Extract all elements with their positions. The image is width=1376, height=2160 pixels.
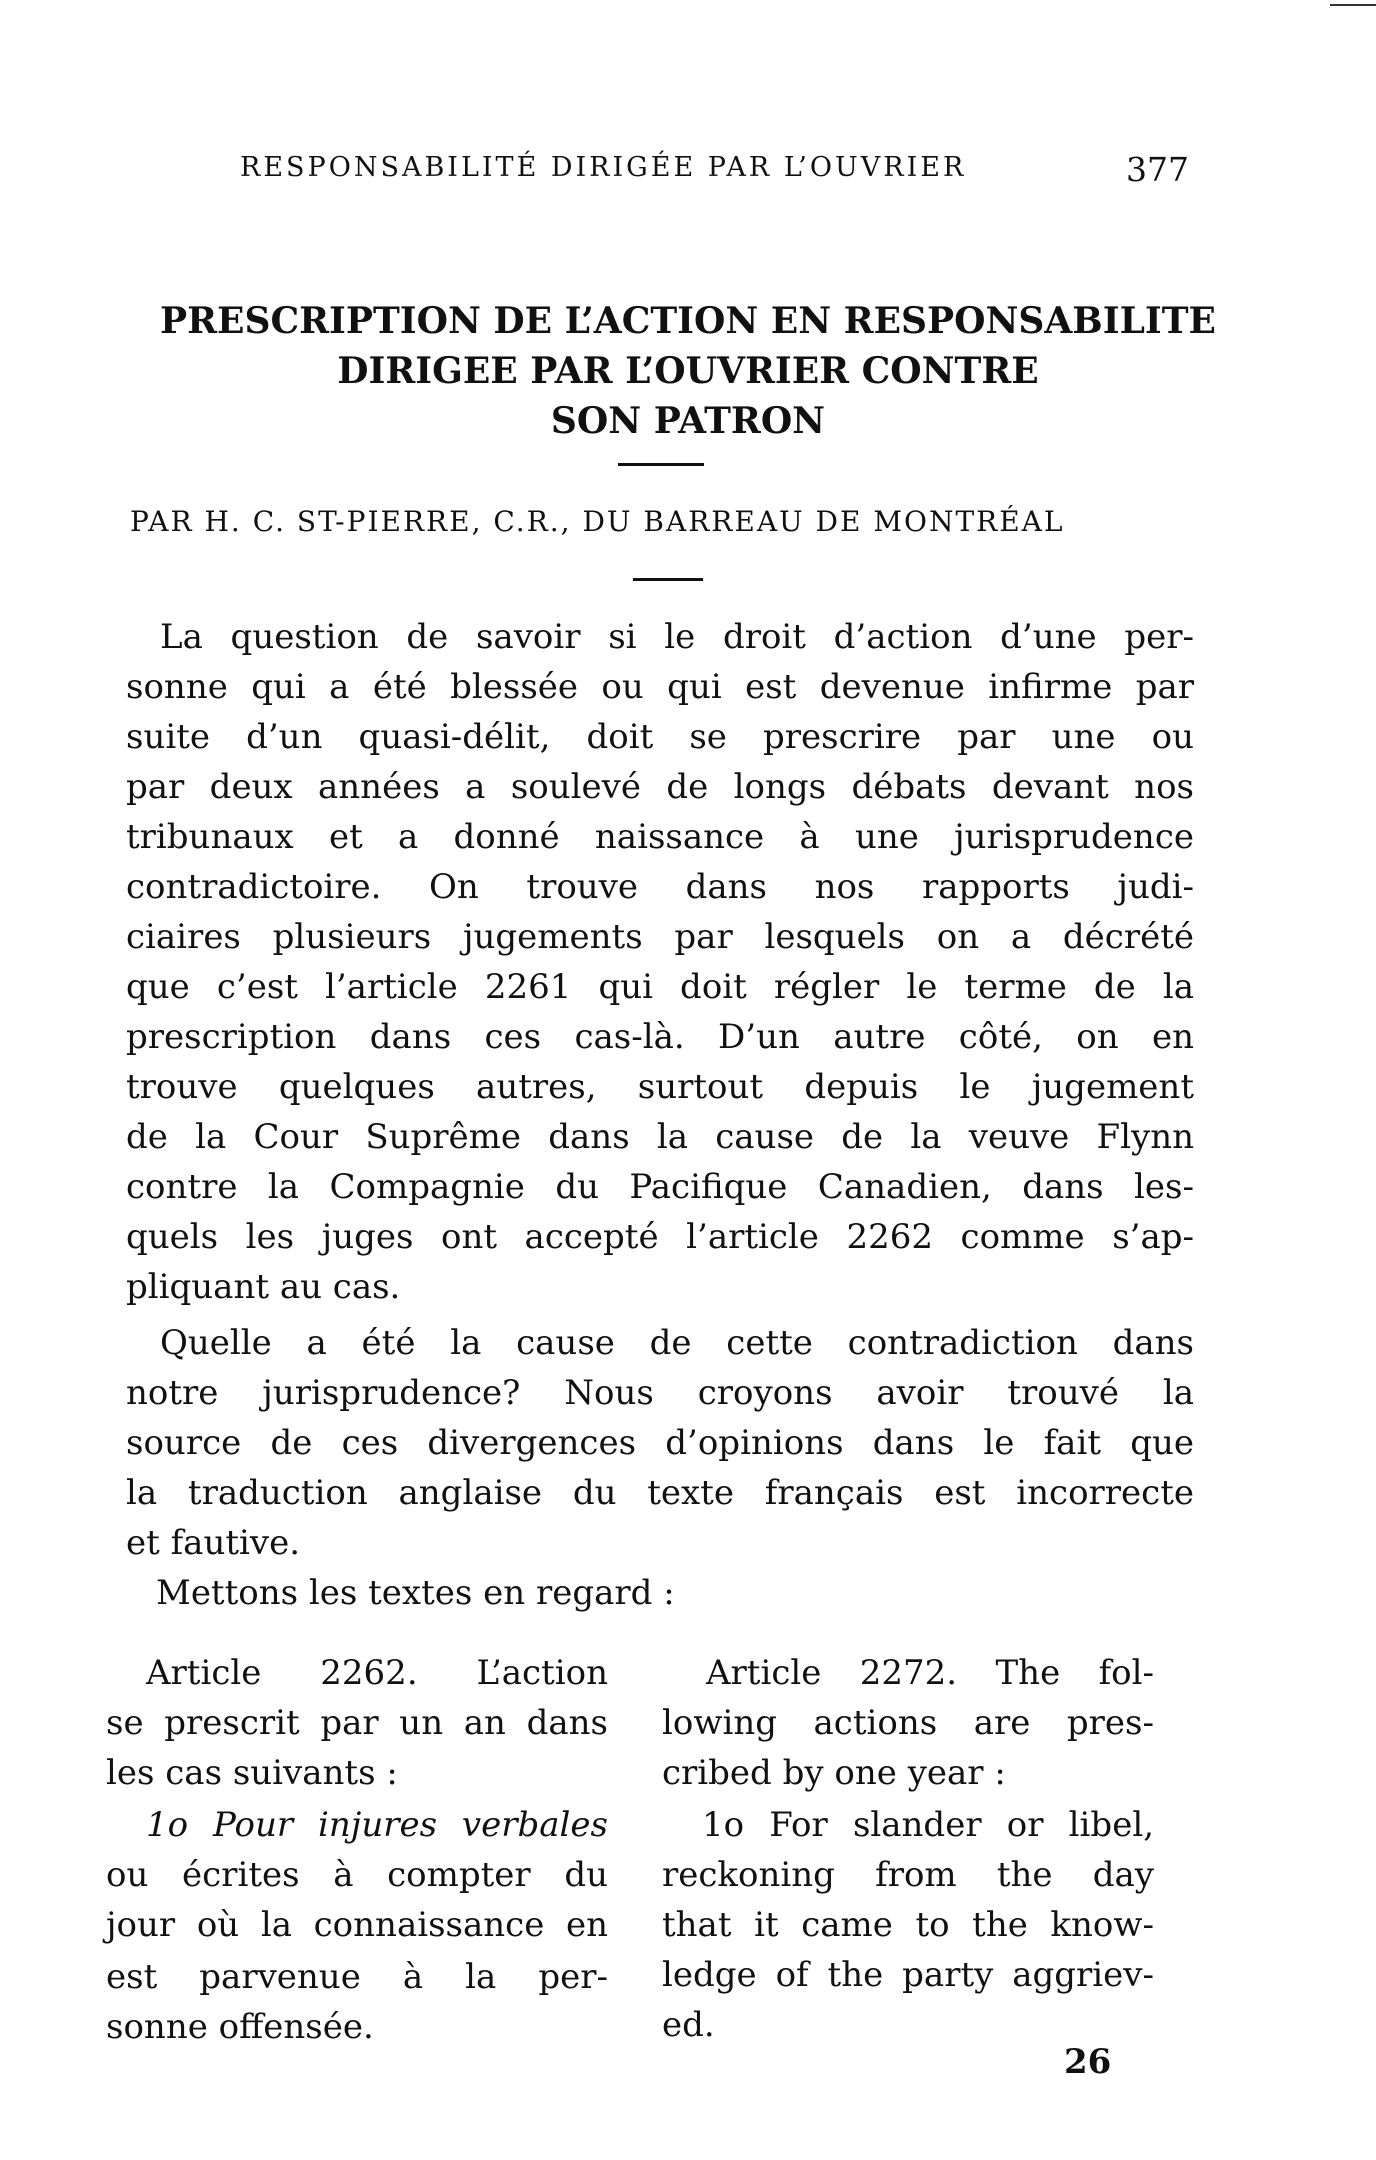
right-column-line: Article 2272. The fol- xyxy=(706,1653,1154,1693)
running-head: RESPONSABILITÉ DIRIGÉE PAR L’OUVRIER xyxy=(240,152,967,183)
body-line: que c’est l’article 2261 qui doit régler le terme de la xyxy=(126,967,1194,1007)
body-line: Quelle a été la cause de cette contradiction dans xyxy=(160,1323,1194,1363)
body-line: notre jurisprudence? Nous croyons avoir trouvé la xyxy=(126,1373,1194,1413)
title-line-1: PRESCRIPTION DE L’ACTION EN RESPONSABILITE xyxy=(160,300,1216,342)
byline-divider xyxy=(633,578,703,581)
left-column-line: est parvenue à la per- xyxy=(106,1957,608,1997)
signature-mark: 26 xyxy=(1064,2042,1112,2082)
body-line: de la Cour Suprême dans la cause de la veuve Flynn xyxy=(126,1117,1194,1157)
left-column-line: sonne offensée. xyxy=(106,2007,374,2047)
left-column-line: les cas suivants : xyxy=(106,1753,398,1793)
title-line-2: DIRIGEE PAR L’OUVRIER CONTRE xyxy=(337,350,1039,392)
body-line: source de ces divergences d’opinions dans le fait que xyxy=(126,1423,1194,1463)
body-line: prescription dans ces cas-là. D’un autre côté, on en xyxy=(126,1017,1194,1057)
right-column-line: ed. xyxy=(662,2005,715,2045)
right-column-line: reckoning from the day xyxy=(662,1855,1154,1895)
left-column-line: 1o Pour injures verbales xyxy=(146,1805,608,1845)
body-line: tribunaux et a donné naissance à une jurisprudence xyxy=(126,817,1194,857)
body-line: Mettons les textes en regard : xyxy=(156,1573,675,1613)
left-column-line: se prescrit par un an dans xyxy=(106,1703,608,1743)
right-column-line: cribed by one year : xyxy=(662,1753,1006,1793)
body-line: quels les juges ont accepté l’article 2262 comme s’ap- xyxy=(126,1217,1194,1257)
body-line: suite d’un quasi-délit, doit se prescrire par une ou xyxy=(126,717,1194,757)
body-line: trouve quelques autres, surtout depuis le jugement xyxy=(126,1067,1194,1107)
body-line: contre la Compagnie du Pacifique Canadien, dans les- xyxy=(126,1167,1194,1207)
right-column-line: 1o For slander or libel, xyxy=(702,1805,1154,1845)
title-line-3: SON PATRON xyxy=(550,400,826,442)
body-line: pliquant au cas. xyxy=(126,1267,401,1307)
body-line: la traduction anglaise du texte français est incorrecte xyxy=(126,1473,1194,1513)
body-line: ciaires plusieurs jugements par lesquels on a décrété xyxy=(126,917,1194,957)
byline: PAR H. C. ST-PIERRE, C.R., DU BARREAU DE MONTRÉAL xyxy=(130,505,1065,538)
page-edge-mark xyxy=(1330,4,1376,6)
body-line: et fautive. xyxy=(126,1523,301,1563)
right-column-line: ledge of the party aggriev- xyxy=(662,1955,1154,1995)
right-column-line: that it came to the know- xyxy=(662,1905,1154,1945)
body-line: par deux années a soulevé de longs débats devant nos xyxy=(126,767,1194,807)
body-line: sonne qui a été blessée ou qui est devenue infirme par xyxy=(126,667,1194,707)
left-column-line: Article 2262. L’action xyxy=(146,1653,608,1693)
title-divider xyxy=(618,463,704,466)
left-column-line: jour où la connaissance en xyxy=(106,1905,608,1945)
right-column-line: lowing actions are pres- xyxy=(662,1703,1154,1743)
body-line: La question de savoir si le droit d’action d’une per- xyxy=(160,617,1194,657)
left-column-line: ou écrites à compter du xyxy=(106,1855,608,1895)
body-line: contradictoire. On trouve dans nos rapports judi- xyxy=(126,867,1194,907)
page-number: 377 xyxy=(1126,150,1189,189)
